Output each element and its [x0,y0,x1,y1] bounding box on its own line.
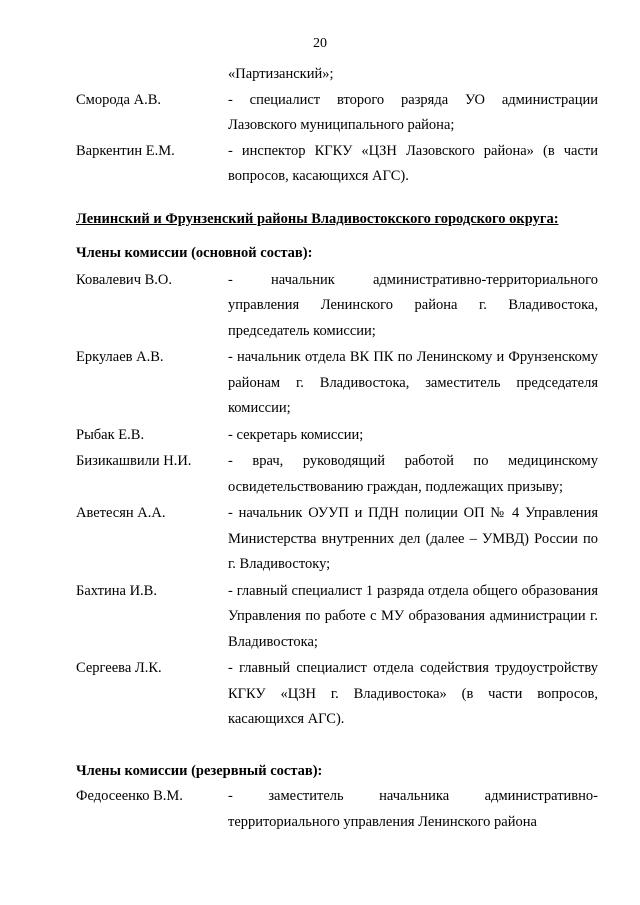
member-name: Ковалевич В.О. [76,271,173,288]
member-role: - главный специалист 1 разряда отдела общего образования Управления по работе с МУ образования администрации г. Владивостока; [228,582,598,650]
page-number: 20 [313,36,327,51]
member-name: Бизикашвили Н.И. [76,453,192,469]
member-name: Рыбак Е.В. [76,426,145,443]
continuation-text: «Партизанский»; [228,66,334,82]
member-role: - инспектор КГКУ «ЦЗН Лазовского района» (в части вопросов, касающихся АГС). [228,142,598,184]
member-name: Аветесян А.А. [76,505,166,521]
member-role: - секретарь комиссии; [228,426,364,443]
member-name: Федосеенко В.М. [76,788,183,804]
member-name: Сергеева Л.К. [76,660,162,676]
main-group-title: Члены комиссии (основной состав): [76,245,313,261]
reserve-group-title: Члены комиссии (резервный состав): [76,762,323,779]
member-row [76,139,598,190]
member-role: - врач, руководящий работой по медицинскому освидетельствованию граждан, подлежащих призыву; [228,453,598,495]
member-row [76,88,598,139]
reserve-member-list [76,784,598,835]
main-member-list [76,268,598,733]
member-role: - начальник отдела ВК ПК по Ленинскому и Фрунзенскому районам г. Владивостока, заместитель председателя комиссии; [228,349,598,416]
member-name: Еркулаев А.В. [76,349,164,365]
member-role: - заместитель начальника административно-территориального управления Ленинского района [228,788,598,830]
member-role: - специалист второго разряда УО администрации Лазовского муниципального района; [228,91,598,133]
member-row [76,345,598,422]
member-role: - главный специалист отдела содействия трудоустройству КГКУ «ЦЗН г. Владивостока» (в части вопросов, касающихся АГС). [228,660,598,727]
section-title: Ленинский и Фрунзенский районы Владивостокского городского округа: [76,210,559,227]
member-row [76,501,598,578]
member-row [76,579,598,656]
member-name: Варкентин Е.М. [76,142,175,159]
member-name: Бахтина И.В. [76,582,157,599]
member-row [76,423,598,449]
member-role: - начальник административно-территориального управления Ленинского района г. Владивостока, председатель комиссии; [228,271,598,339]
member-row [76,656,598,733]
member-role: - начальник ОУУП и ПДН полиции ОП № 4 Управления Министерства внутренних дел (далее – УМВД) России по г. Владивостоку; [228,505,598,572]
top-member-list [76,88,598,190]
member-row [76,784,598,835]
document-body [76,62,598,835]
member-row [76,449,598,500]
member-name: Сморода А.В. [76,91,162,108]
member-row [76,268,598,345]
